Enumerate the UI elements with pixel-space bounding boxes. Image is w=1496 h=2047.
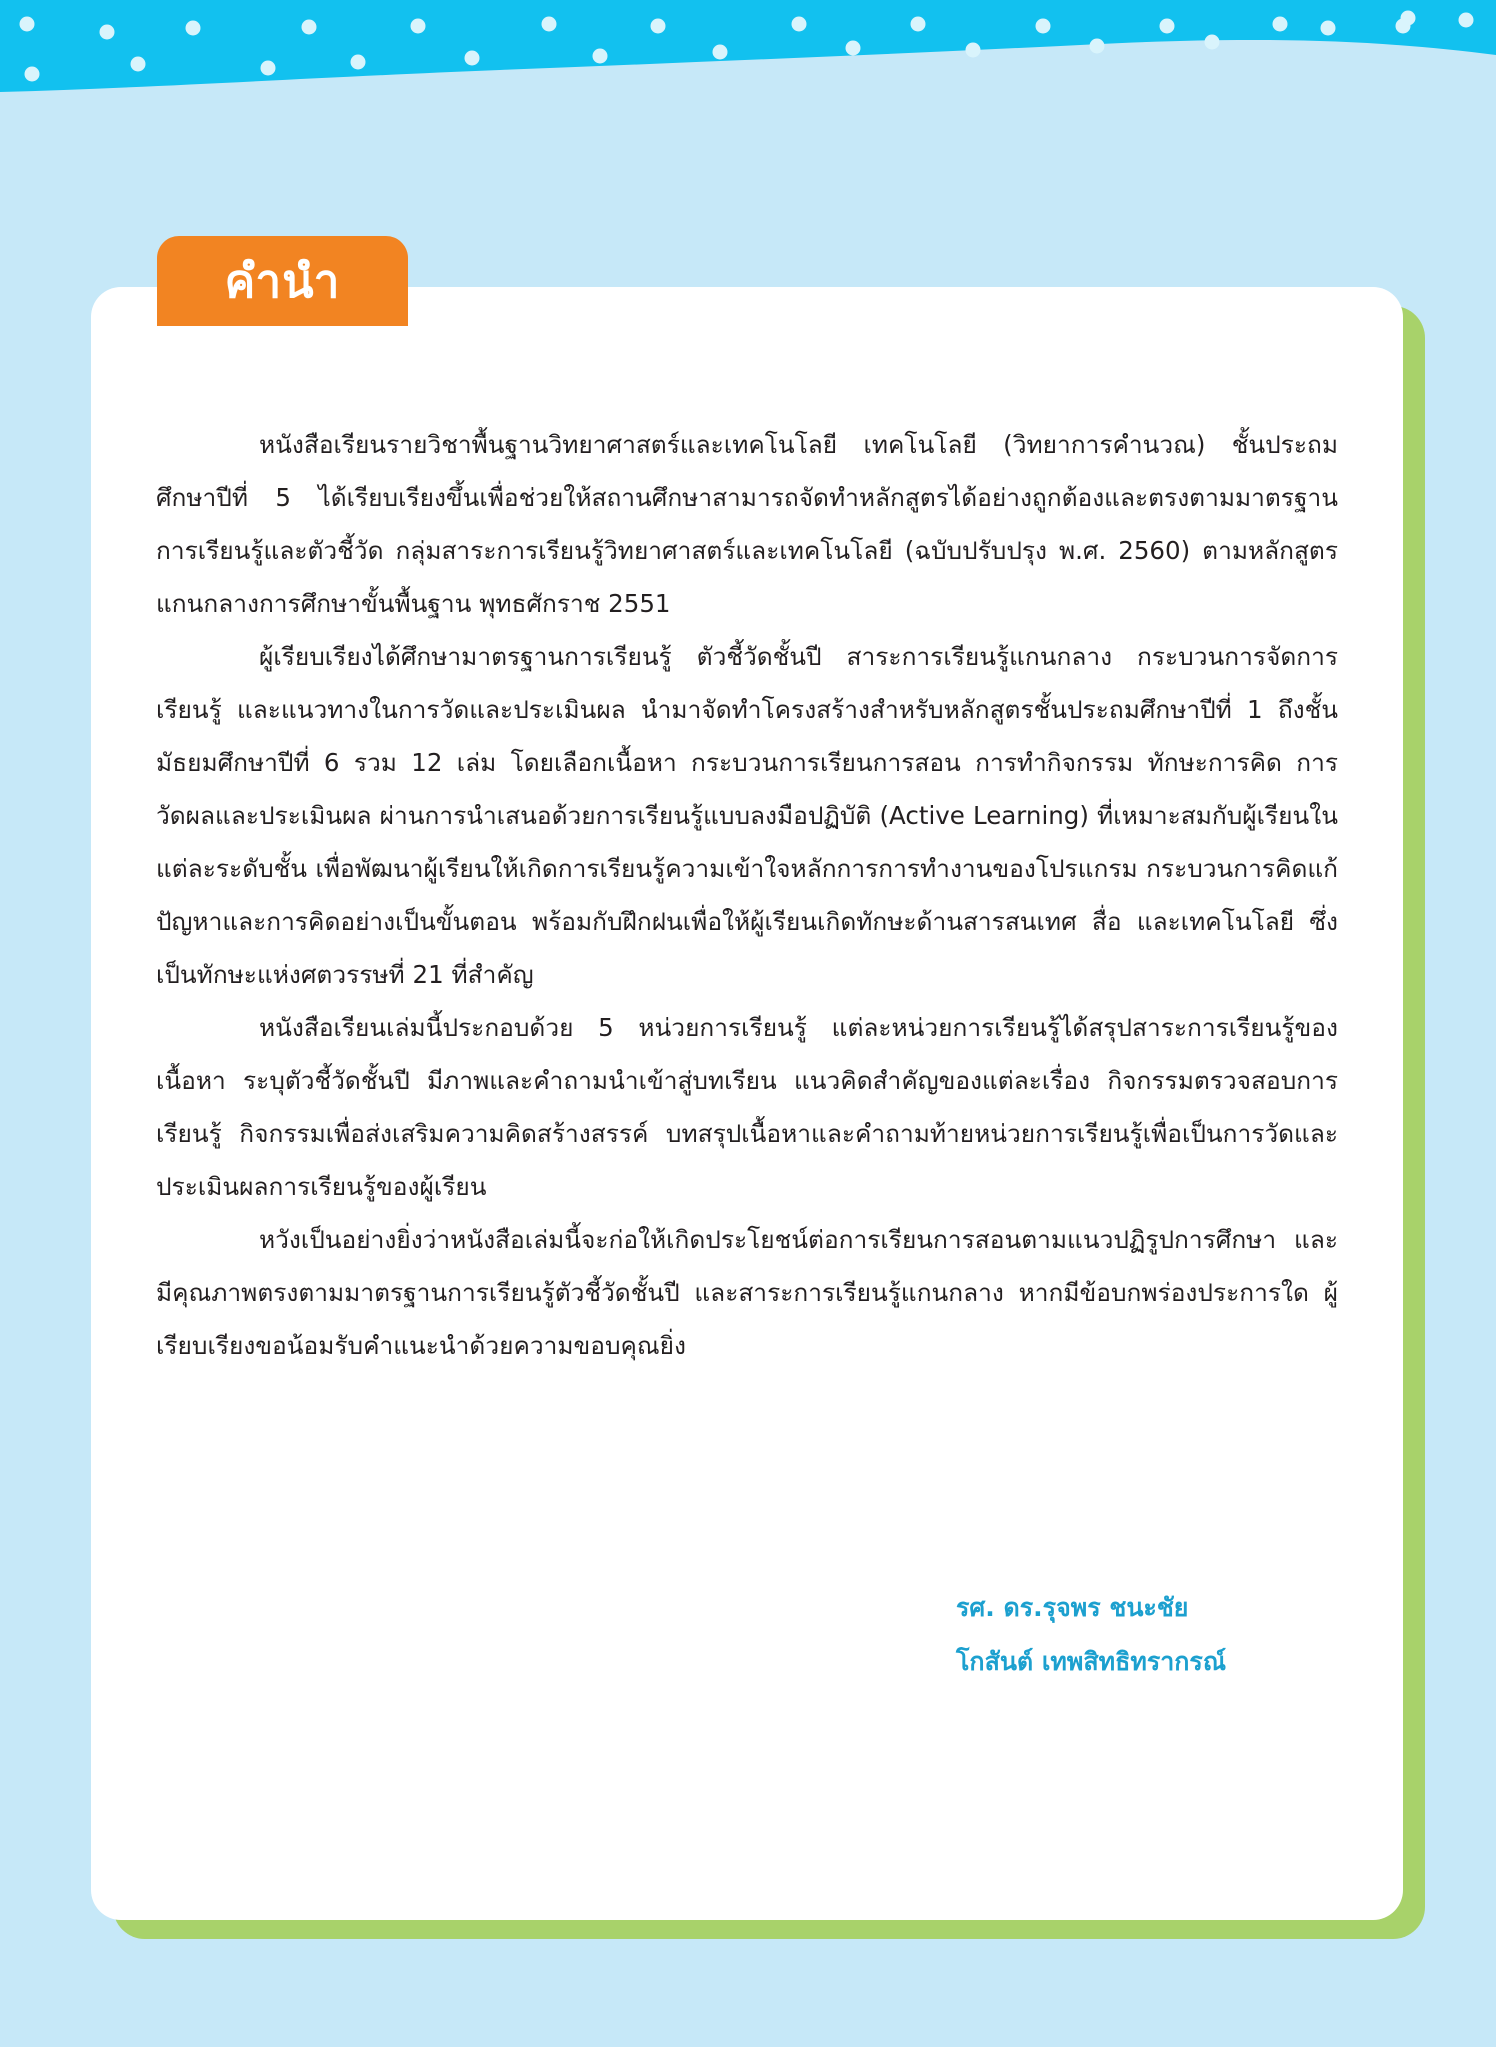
paragraph: หวังเป็นอย่างยิ่งว่าหนังสือเล่มนี้จะก่อให้เกิดประโยชน์ต่อการเรียนการสอนตามแนวปฏิรูปการศึกษา และมีคุณภาพตรงตามมาตรฐานการเรียนรู้ตัวชี้วัดชั้นปี และสาระการเรียนรู้แกนกลาง หากมีข้อบกพร่องประการใด ผู้เรียบเรียงขอน้อมรับคำแนะนำด้วยความขอบคุณยิ่ง	[156, 1225, 1338, 1360]
banner-wave	[0, 0, 1496, 92]
paragraph: หนังสือเรียนรายวิชาพื้นฐานวิทยาศาสตร์และเทคโนโลยี เทคโนโลยี (วิทยาการคำนวณ) ชั้นประถมศึกษาปีที่ 5 ได้เรียบเรียงขึ้นเพื่อช่วยให้สถานศึกษาสามารถจัดทำหลักสูตรได้อย่างถูกต้องและตรงตามมาตรฐานการเรียนรู้และตัวชี้วัด กลุ่มสาระการเรียนรู้วิทยาศาสตร์และเทคโนโลยี (ฉบับปรับปรุง พ.ศ. 2560) ตามหลักสูตรแกนกลางการศึกษาขั้นพื้นฐาน พุทธศักราช 2551	[156, 430, 1338, 618]
author-name: รศ. ดร.รุจพร ชนะชัย	[956, 1593, 1189, 1622]
page-title: คำนำ	[157, 236, 408, 326]
author-name: โกสันต์ เทพสิทธิทรากรณ์	[956, 1647, 1227, 1676]
author-signature	[956, 1581, 1226, 1689]
paragraph: ผู้เรียบเรียงได้ศึกษามาตรฐานการเรียนรู้ ตัวชี้วัดชั้นปี สาระการเรียนรู้แกนกลาง กระบวนการจัดการเรียนรู้ และแนวทางในการวัดและประเมินผล นำมาจัดทำโครงสร้างสำหรับหลักสูตรชั้นประถมศึกษาปีที่ 1 ถึงชั้นมัธยมศึกษาปีที่ 6 รวม 12 เล่ม โดยเลือกเนื้อหา กระบวนการเรียนการสอน การทำกิจกรรม ทักษะการคิด การวัดผลและประเมินผล ผ่านการนำเสนอด้วยการเรียนรู้แบบลงมือปฏิบัติ (Active Learning) ที่เหมาะสมกับผู้เรียนในแต่ละระดับชั้น เพื่อพัฒนาผู้เรียนให้เกิดการเรียนรู้ความเข้าใจหลักการการทำงานของโปรแกรม กระบวนการคิดแก้ปัญหาและการคิดอย่างเป็นขั้นตอน พร้อมกับฝึกฝนเพื่อให้ผู้เรียนเกิดทักษะด้านสารสนเทศ สื่อ และเทคโนโลยี ซึ่งเป็นทักษะแห่งศตวรรษที่ 21 ที่สำคัญ	[156, 642, 1338, 989]
paragraph: หนังสือเรียนเล่มนี้ประกอบด้วย 5 หน่วยการเรียนรู้ แต่ละหน่วยการเรียนรู้ได้สรุปสาระการเรียนรู้ของเนื้อหา ระบุตัวชี้วัดชั้นปี มีภาพและคำถามนำเข้าสู่บทเรียน แนวคิดสำคัญของแต่ละเรื่อง กิจกรรมตรวจสอบการเรียนรู้ กิจกรรมเพื่อส่งเสริมความคิดสร้างสรรค์ บทสรุปเนื้อหาและคำถามท้ายหน่วยการเรียนรู้เพื่อเป็นการวัดและประเมินผลการเรียนรู้ของผู้เรียน	[156, 1013, 1338, 1201]
preface-body	[156, 418, 1338, 1372]
wavy-polka-dot-banner-icon	[0, 0, 1496, 110]
